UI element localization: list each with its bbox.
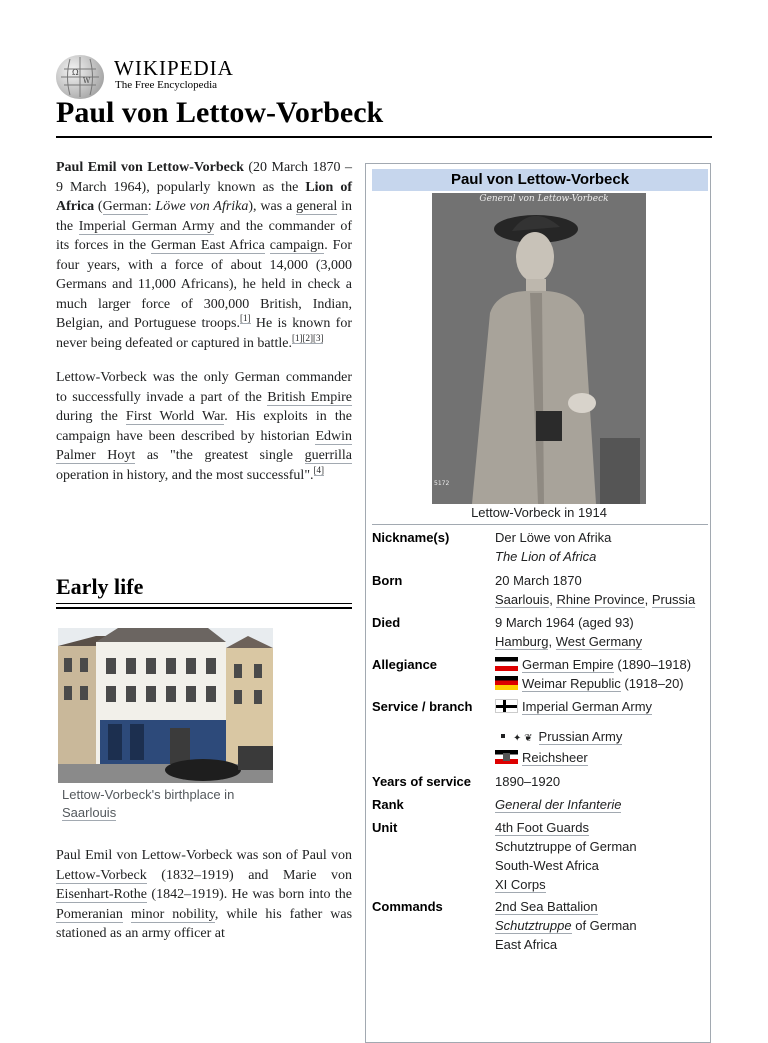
- text: Paul Emil von Lettow-Vorbeck was son of Paul von: [56, 848, 352, 863]
- infobox-divider: [372, 524, 708, 525]
- separator: ,: [548, 634, 556, 649]
- body-paragraph: [56, 846, 352, 944]
- text: (: [94, 199, 103, 214]
- reichsheer-flag-icon: [495, 750, 518, 764]
- link-general[interactable]: general: [296, 199, 338, 214]
- infobox-label: Unit: [372, 820, 398, 835]
- unit-item: [495, 875, 710, 894]
- command-item: East Africa: [495, 937, 558, 952]
- link-2nd-sea-battalion[interactable]: 2nd Sea Battalion: [495, 899, 598, 914]
- unit-item: Schutztruppe of German: [495, 839, 637, 854]
- link-edwin-palmer-hoyt[interactable]: Edwin Palmer Hoyt: [56, 428, 352, 463]
- infobox-value: [495, 795, 710, 814]
- unit-item: [495, 818, 710, 837]
- link-german-east-africa[interactable]: German East Africa: [150, 238, 265, 253]
- bullet-icon: [501, 734, 505, 738]
- german-empire-flag-icon: [495, 657, 518, 671]
- link-saarlouis[interactable]: Saarlouis: [62, 805, 117, 820]
- text: as "the greatest single: [135, 448, 305, 463]
- citation-link[interactable]: [1]: [240, 313, 251, 324]
- link-west-germany[interactable]: West Germany: [555, 634, 643, 649]
- infobox-label: Died: [372, 615, 401, 630]
- link-weimar-republic[interactable]: Weimar Republic: [522, 676, 621, 691]
- link-german-empire[interactable]: German Empire: [522, 657, 614, 672]
- figure-caption: [62, 786, 282, 822]
- infobox-value: [495, 655, 710, 693]
- text: in the: [56, 199, 352, 234]
- text: He is known for never being defeated or captured in battle.: [56, 316, 352, 351]
- service-item: [495, 748, 710, 767]
- portrait-caption: Lettow-Vorbeck in 1914: [471, 505, 607, 520]
- infobox-title: Paul von Lettow-Vorbeck: [372, 169, 708, 191]
- text: . His exploits in the campaign have been described by historian: [56, 409, 352, 444]
- portrait-photo[interactable]: [432, 193, 646, 504]
- link-schutztruppe[interactable]: Schutztruppe: [495, 918, 572, 933]
- infobox-label: Allegiance: [372, 657, 438, 672]
- service-item: [495, 727, 710, 748]
- link-saarlouis[interactable]: Saarlouis: [495, 592, 550, 607]
- section-divider: [56, 603, 352, 604]
- nickname-bold: Lion of Africa: [56, 179, 352, 214]
- text: (1832–1919) and Marie von: [146, 867, 352, 883]
- svg-text:Ω: Ω: [72, 68, 79, 77]
- text: , while his father was stationed as an army officer at: [56, 906, 353, 941]
- birthplace-photo[interactable]: [58, 628, 273, 783]
- link-british-empire[interactable]: British Empire: [267, 389, 352, 405]
- wikipedia-tagline: The Free Encyclopedia: [115, 79, 218, 91]
- infobox: [365, 163, 711, 1043]
- war-ensign-flag-icon: [495, 699, 518, 713]
- link-general-der-infanterie[interactable]: General der Infanterie: [495, 797, 622, 812]
- text: ), was a: [248, 199, 297, 214]
- citation-link[interactable]: [1][2][3]: [291, 332, 324, 343]
- portrait-corner-number: 5172: [434, 480, 450, 487]
- text: :: [147, 199, 156, 214]
- portrait-inscription: General von Lettow-Vorbeck: [479, 194, 609, 204]
- birth-place: [495, 590, 710, 609]
- allegiance-item: [495, 655, 710, 674]
- section-divider: [56, 607, 352, 609]
- infobox-value: [495, 571, 710, 609]
- link-hamburg[interactable]: Hamburg: [495, 634, 549, 649]
- text: during the: [56, 409, 126, 424]
- link-german[interactable]: German: [102, 199, 148, 214]
- wikipedia-wordmark[interactable]: WIKIPEDIA: [114, 56, 234, 80]
- death-place: [495, 632, 710, 651]
- service-item: [495, 697, 710, 716]
- years-text: (1918–20): [620, 676, 684, 691]
- infobox-value: [495, 528, 710, 566]
- infobox-value: [495, 697, 710, 767]
- link-imperial-german-army[interactable]: Imperial German Army: [522, 699, 653, 714]
- text: of German: [571, 918, 637, 933]
- infobox-value: [495, 818, 710, 894]
- text: (20 March 1870 – 9 March 1964), popularly known as the: [56, 160, 352, 195]
- svg-text:W: W: [83, 77, 91, 85]
- unit-item: South-West Africa: [495, 858, 599, 873]
- prussian-eagle-icon: ✦ ❦: [513, 733, 533, 744]
- link-guerrilla[interactable]: guerrilla: [304, 448, 352, 463]
- infobox-value: [495, 613, 710, 651]
- link-prussian-army[interactable]: Prussian Army: [538, 729, 623, 744]
- command-item: [495, 897, 710, 916]
- link-campaign[interactable]: campaign: [269, 238, 325, 253]
- infobox-value: [495, 897, 710, 954]
- link-prussia[interactable]: Prussia: [651, 592, 696, 607]
- nickname-english-value: The Lion of Africa: [495, 549, 597, 564]
- infobox-label: Years of service: [372, 774, 472, 789]
- page-title: Paul von Lettow-Vorbeck: [56, 96, 384, 129]
- caption-text: Lettow-Vorbeck's birthplace in: [62, 787, 235, 802]
- link-pomeranian[interactable]: Pomeranian: [56, 906, 123, 922]
- death-date: 9 March 1964 (aged 93): [495, 615, 634, 630]
- link-4th-foot-guards[interactable]: 4th Foot Guards: [495, 820, 589, 835]
- lead-paragraph-2: [56, 368, 352, 485]
- infobox-value: [495, 772, 710, 791]
- link-first-world-war[interactable]: First World War: [125, 409, 225, 424]
- text: Lettow-Vorbeck was the only German commander to successfully invade a part of the: [56, 370, 352, 405]
- site-header: [56, 53, 356, 99]
- link-rhine-province[interactable]: Rhine Province: [556, 592, 645, 607]
- link-imperial-german-army[interactable]: Imperial German Army: [78, 218, 215, 234]
- link-eisenhart-rothe[interactable]: Eisenhart-Rothe: [56, 887, 147, 902]
- subject-name: Paul Emil von Lettow-Vorbeck: [56, 160, 244, 175]
- separator: ,: [549, 592, 557, 607]
- infobox-label: Rank: [372, 797, 404, 812]
- weimar-republic-flag-icon: [495, 676, 518, 690]
- years-of-service-value: 1890–1920: [495, 774, 561, 789]
- text: operation in history, and the most successful".: [56, 467, 314, 483]
- link-reichsheer[interactable]: Reichsheer: [522, 750, 588, 765]
- lead-section: [56, 158, 352, 485]
- rank-value: [495, 795, 710, 814]
- nickname-german: Löwe von Afrika: [155, 199, 249, 214]
- infobox-label: Service / branch: [372, 699, 473, 714]
- infobox-label: Commands: [372, 899, 443, 914]
- birth-date: 20 March 1870: [495, 573, 582, 588]
- text: and the commander of its forces in the: [56, 218, 353, 253]
- link-xi-corps[interactable]: XI Corps: [495, 877, 546, 892]
- years-text: (1890–1918): [613, 657, 692, 672]
- nickname-german-value: Der Löwe von Afrika: [495, 530, 612, 545]
- command-item: [495, 916, 710, 935]
- link-lettow-vorbeck[interactable]: Lettow-Vorbeck: [56, 867, 147, 883]
- text: . For four years, with a force of about 14,000 (3,000 Germans and 11,000 Africans), he held in check a much larger force of 300,000 British, Indian, Belgian, and Portuguese troops.: [56, 238, 353, 331]
- early-life-body: [56, 846, 352, 944]
- infobox-label: Nickname(s): [372, 530, 450, 545]
- lead-paragraph-1: [56, 158, 352, 353]
- title-divider: [56, 136, 712, 138]
- infobox-label: Born: [372, 573, 403, 588]
- separator: ,: [644, 592, 652, 607]
- wikipedia-globe-icon[interactable]: [56, 55, 104, 99]
- allegiance-item: [495, 674, 710, 693]
- link-minor-nobility[interactable]: minor nobility: [130, 906, 215, 922]
- citation-link[interactable]: [4]: [313, 464, 325, 475]
- section-heading-early-life: Early life: [56, 574, 144, 599]
- text: (1842–1919). He was born into the: [146, 887, 352, 902]
- text: [123, 907, 131, 922]
